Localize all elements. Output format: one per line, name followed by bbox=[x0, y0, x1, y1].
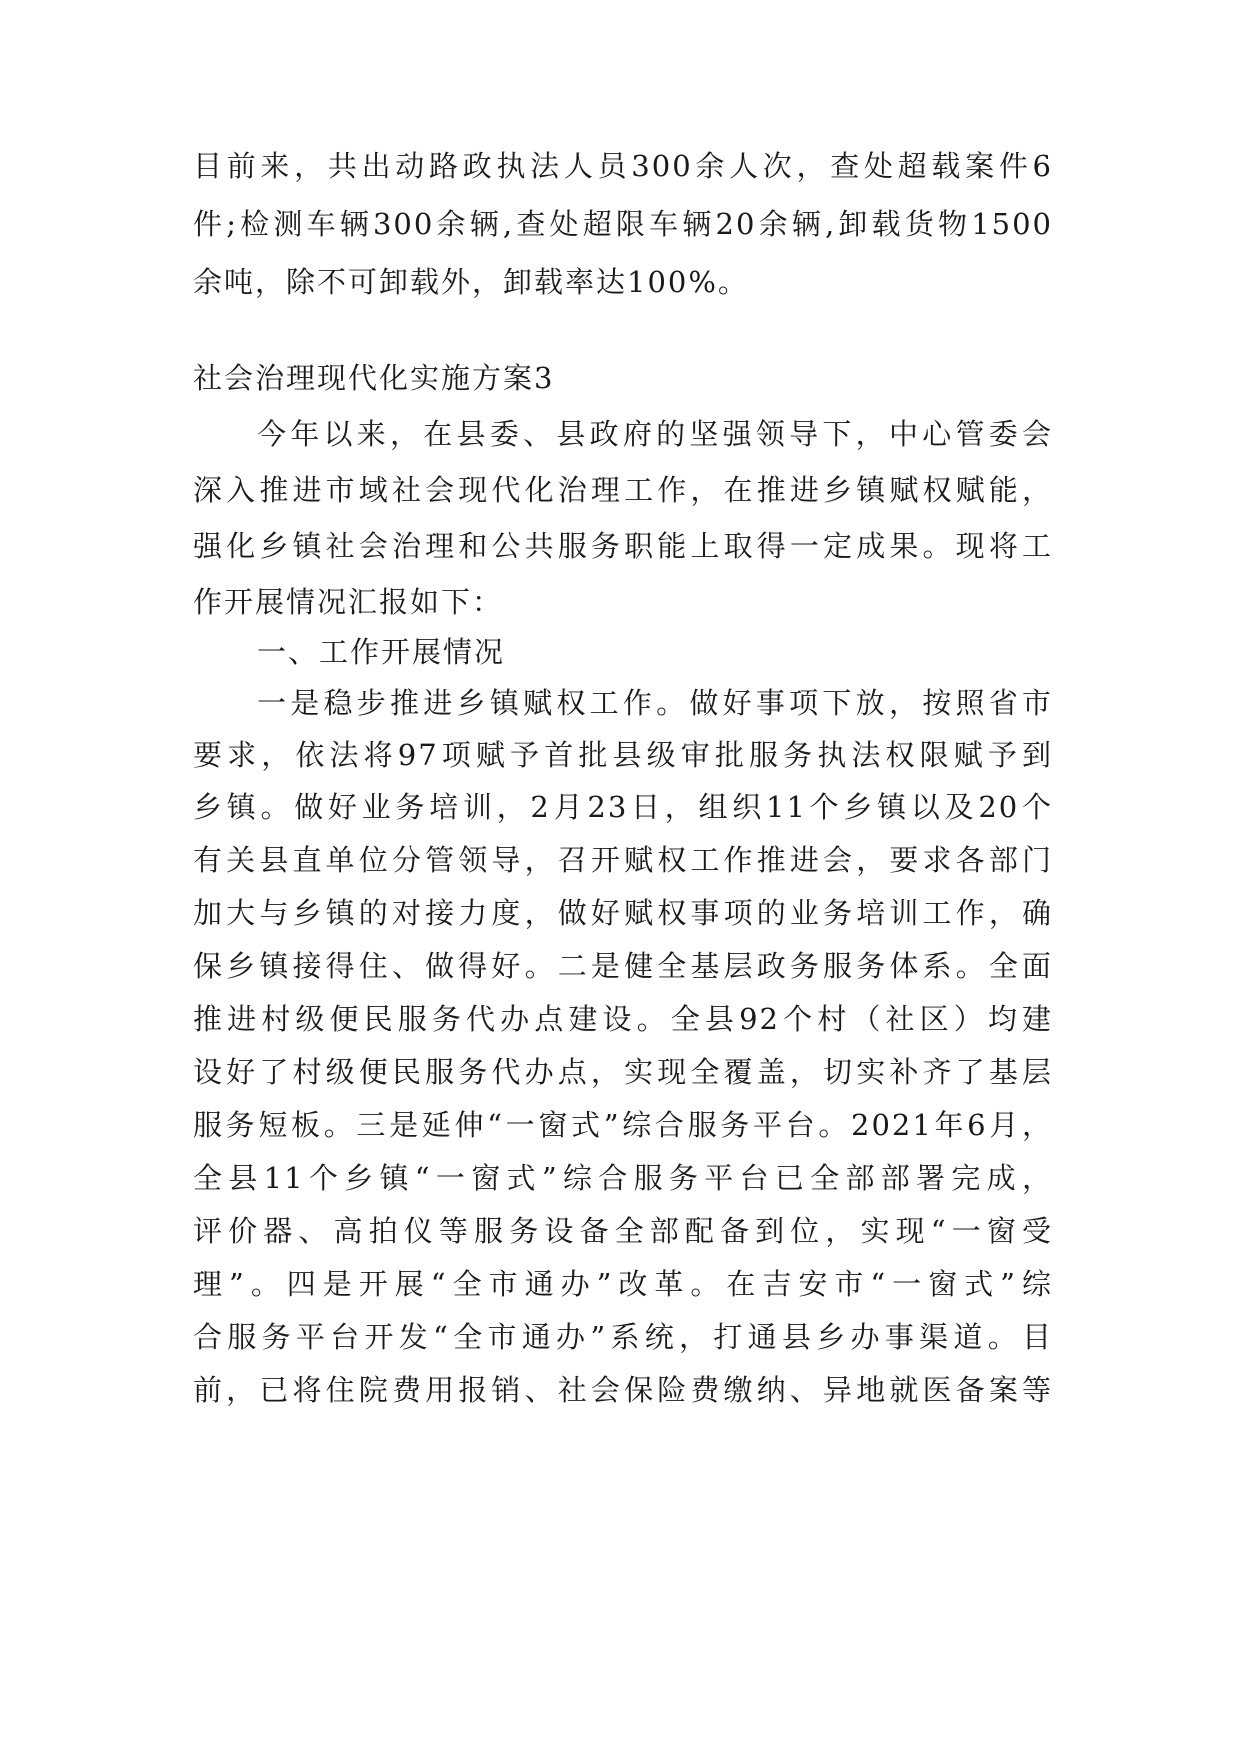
text-line: 乡镇。做好业务培训，2月23日，组织11个乡镇以及20个 bbox=[193, 790, 1053, 824]
text-line: 理”。四是开展“全市通办”改革。在吉安市“一窗式”综 bbox=[193, 1267, 1053, 1301]
text-line: 服务短板。三是延伸“一窗式”综合服务平台。2021年6月， bbox=[193, 1108, 1053, 1142]
text-line: 要求，依法将97项赋予首批县级审批服务执法权限赋予到 bbox=[193, 738, 1053, 772]
text-line: 强化乡镇社会治理和公共服务职能上取得一定成果。现将工 bbox=[193, 529, 1053, 563]
text-line: 全县11个乡镇“一窗式”综合服务平台已全部部署完成， bbox=[193, 1161, 1053, 1195]
text-line: 合服务平台开发“全市通办”系统，打通县乡办事渠道。目 bbox=[193, 1320, 1053, 1354]
text-line: 件;检测车辆300余辆,查处超限车辆20余辆,卸载货物1500 bbox=[193, 207, 1053, 241]
text-line: 深入推进市域社会现代化治理工作，在推进乡镇赋权赋能， bbox=[193, 473, 1053, 507]
section-title: 社会治理现代化实施方案3 bbox=[193, 361, 555, 395]
text-line: 加大与乡镇的对接力度，做好赋权事项的业务培训工作，确 bbox=[193, 896, 1053, 930]
heading: 一、工作开展情况 bbox=[257, 635, 506, 669]
text-line: 余吨，除不可卸载外，卸载率达100%。 bbox=[193, 265, 749, 299]
text-line: 今年以来，在县委、县政府的坚强领导下，中心管委会 bbox=[257, 417, 1053, 451]
text-line: 一是稳步推进乡镇赋权工作。做好事项下放，按照省市 bbox=[257, 686, 1053, 720]
text-line: 有关县直单位分管领导，召开赋权工作推进会，要求各部门 bbox=[193, 843, 1053, 877]
text-line: 保乡镇接得住、做得好。二是健全基层政务服务体系。全面 bbox=[193, 949, 1053, 983]
text-line: 目前来，共出动路政执法人员300余人次，查处超载案件6 bbox=[193, 149, 1053, 183]
text-line: 作开展情况汇报如下： bbox=[193, 585, 504, 619]
text-line: 推进村级便民服务代办点建设。全县92个村（社区）均建 bbox=[193, 1002, 1053, 1036]
text-line: 评价器、高拍仪等服务设备全部配备到位，实现“一窗受 bbox=[193, 1214, 1053, 1248]
text-line: 设好了村级便民服务代办点，实现全覆盖，切实补齐了基层 bbox=[193, 1055, 1053, 1089]
text-line: 前，已将住院费用报销、社会保险费缴纳、异地就医备案等 bbox=[193, 1373, 1053, 1407]
